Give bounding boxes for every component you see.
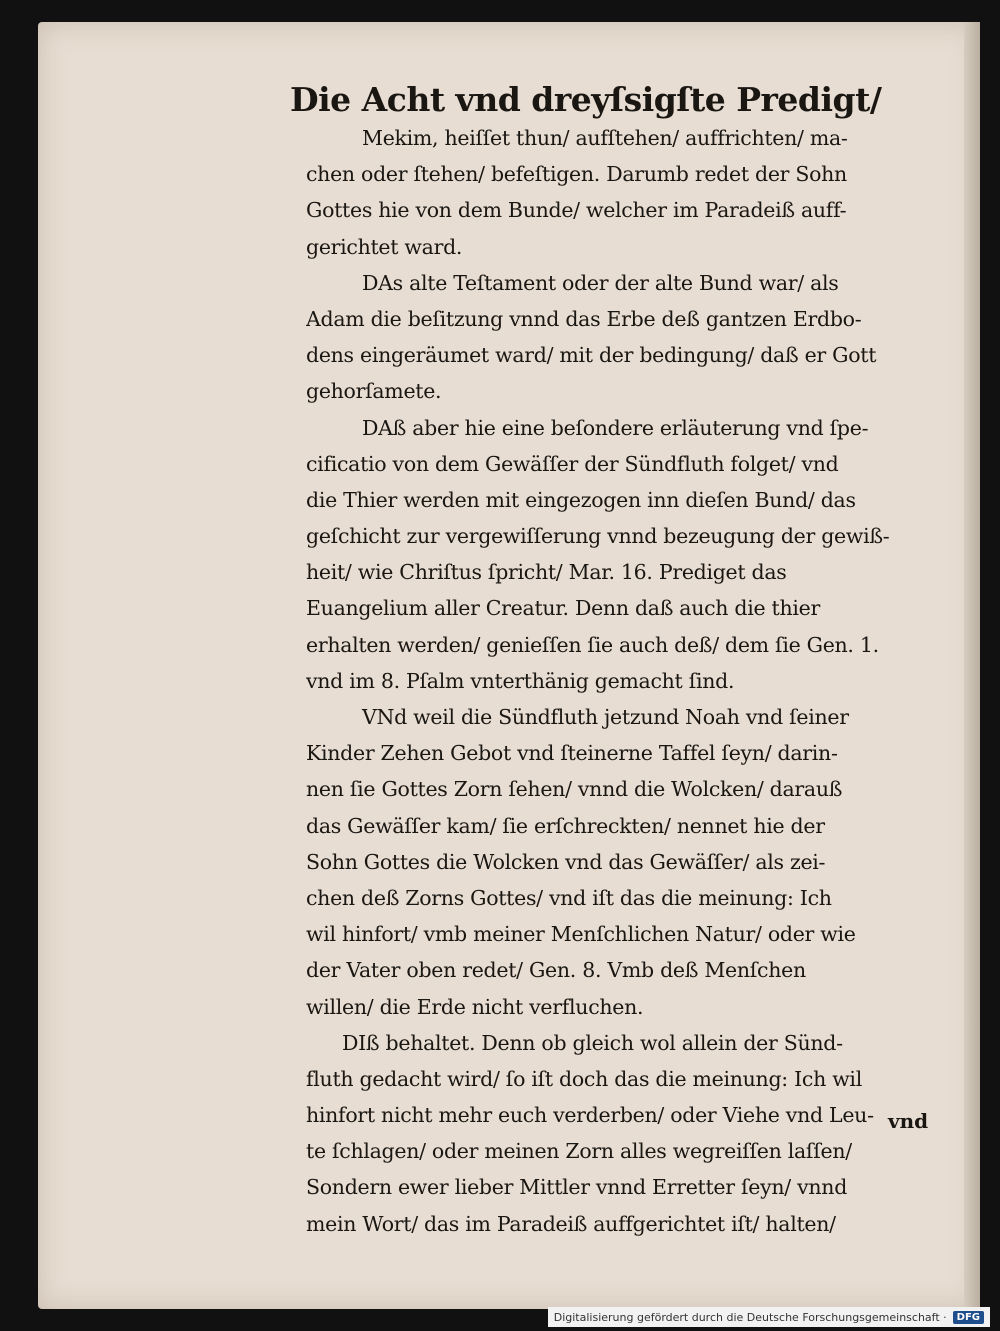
paragraph-3 <box>306 410 896 700</box>
text-line: DIß behaltet. Denn ob gleich wol allein der Sünd- <box>342 1030 843 1055</box>
digitization-footer <box>548 1307 990 1327</box>
text-line: Gottes hie von dem Bunde/ welcher im Paradeiß auff- <box>306 198 847 223</box>
text-line: hinfort nicht mehr euch verderben/ oder Viehe vnd Leu- <box>306 1103 874 1128</box>
text-line: willen/ die Erde nicht verfluchen. <box>306 994 644 1019</box>
text-line: DAs alte Teſtament oder der alte Bund war/ als <box>362 270 839 295</box>
text-line: der Vater oben redet/ Gen. 8. Vmb deß Menſchen <box>306 958 806 983</box>
text-line: Kinder Zehen Gebot vnd ſteinerne Taffel ſeyn/ darin- <box>306 741 838 766</box>
text-line: dens eingeräumet ward/ mit der bedingung/ daß er Gott <box>306 343 877 368</box>
text-line: Euangelium aller Creatur. Denn daß auch die thier <box>306 596 820 621</box>
text-line: Adam die beſitzung vnnd das Erbe deß gantzen Erdbo- <box>306 306 862 331</box>
text-line: wil hinfort/ vmb meiner Menſchlichen Natur/ oder wie <box>306 922 856 947</box>
paragraph-4 <box>306 699 896 1025</box>
catchword: vnd <box>888 1109 929 1133</box>
page-edge <box>964 22 980 1309</box>
text-line: fluth gedacht wird/ ſo iſt doch das die meinung: Ich wil <box>306 1066 862 1091</box>
paragraph-1 <box>306 120 896 265</box>
text-line: geſchicht zur vergewiſſerung vnnd bezeugung der gewiß- <box>306 524 890 549</box>
text-line: chen deß Zorns Gottes/ vnd iſt das die meinung: Ich <box>306 885 832 910</box>
dfg-logo-icon: DFG <box>953 1311 984 1324</box>
text-line: nen ſie Gottes Zorn ſehen/ vnnd die Wolcken/ darauß <box>306 777 843 802</box>
text-line: das Gewäſſer kam/ ſie erſchreckten/ nennet hie der <box>306 813 825 838</box>
text-line: vnd im 8. Pſalm vnterthänig gemacht ſind. <box>306 668 735 693</box>
page-heading: Die Acht vnd dreyſsigſte Predigt/ <box>290 80 882 119</box>
text-line: Sondern ewer lieber Mittler vnnd Erretter ſeyn/ vnnd <box>306 1175 848 1200</box>
text-line: gerichtet ward. <box>306 234 463 259</box>
text-line: Sohn Gottes die Wolcken vnd das Gewäſſer/ als zei- <box>306 849 826 874</box>
text-line: chen oder ſtehen/ befeſtigen. Darumb redet der Sohn <box>306 162 847 187</box>
text-line: heit/ wie Chriſtus ſpricht/ Mar. 16. Prediget das <box>306 560 787 585</box>
paragraph-5 <box>306 1025 896 1242</box>
text-line: VNd weil die Sündfluth jetzund Noah vnd ſeiner <box>362 705 849 729</box>
text-line: DAß aber hie eine beſondere erläuterung vnd ſpe- <box>362 415 869 440</box>
text-line: mein Wort/ das im Paradeiß auffgerichtet iſt/ halten/ <box>306 1211 836 1236</box>
text-line: die Thier werden mit eingezogen inn dieſen Bund/ das <box>306 487 856 512</box>
paragraph-2 <box>306 265 896 410</box>
text-line: Mekim, heiſſet thun/ aufſtehen/ auffrichten/ ma- <box>362 126 848 150</box>
footer-credit: Digitalisierung gefördert durch die Deutsche Forschungsgemeinschaft · <box>553 1310 947 1324</box>
text-line: te ſchlagen/ oder meinen Zorn alles wegreiſſen laſſen/ <box>306 1139 852 1164</box>
text-line: gehorſamete. <box>306 379 442 404</box>
text-line: cificatio von dem Gewäſſer der Sündfluth folget/ vnd <box>306 451 839 476</box>
text-line: erhalten werden/ genieſſen ſie auch deß/ dem ſie Gen. 1. <box>306 632 879 657</box>
page-text <box>290 80 896 1242</box>
